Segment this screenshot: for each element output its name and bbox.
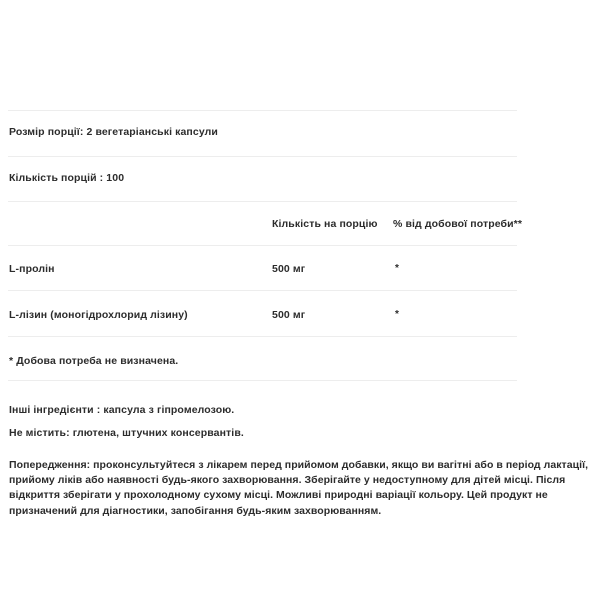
column-header-daily-value: % від добової потреби** — [393, 218, 523, 230]
table-header-row — [0, 218, 600, 232]
table-row — [0, 263, 600, 277]
divider-after-last-row — [8, 336, 517, 337]
serving-size-text: Розмір порції: 2 вегетаріанські капсули — [9, 126, 218, 138]
free-from-text: Не містить: глютена, штучних консервантів. — [9, 427, 244, 439]
divider-after-table-header — [8, 245, 517, 246]
warning-text: Попередження: проконсультуйтеся з лікарем перед прийомом добавки, якщо ви вагітні або в період лактації, прийому ліків або наявності будь-якого захворювання. Зберігайте у недоступному для дітей місці. Після відкриття зберігати у прохолодному сухому місці. Можливі природні варіації кольору. Цей продукт не призначений для діагностики, запобігання будь-яким захворюванням. — [9, 459, 589, 517]
other-ingredients-text: Інші інгредієнти : капсула з гіпромелозою. — [9, 404, 235, 416]
ingredient-amount: 500 мг — [272, 309, 306, 321]
ingredient-name: L-лізин (моногідрохлорид лізину) — [9, 309, 188, 321]
table-row — [0, 309, 600, 323]
servings-per-container-text: Кількість порцій : 100 — [9, 172, 125, 184]
daily-value-footnote: * Добова потреба не визначена. — [9, 355, 179, 367]
divider-after-serving-size — [8, 156, 517, 157]
divider-between-rows — [8, 290, 517, 291]
divider-top — [8, 110, 517, 111]
divider-after-footnote — [8, 380, 517, 381]
ingredient-name: L-пролін — [9, 263, 55, 275]
ingredient-daily-value: * — [395, 309, 399, 320]
divider-after-servings-count — [8, 201, 517, 202]
column-header-amount-per-serving: Кількість на порцію — [272, 218, 378, 230]
ingredient-daily-value: * — [395, 263, 399, 274]
ingredient-amount: 500 мг — [272, 263, 306, 275]
